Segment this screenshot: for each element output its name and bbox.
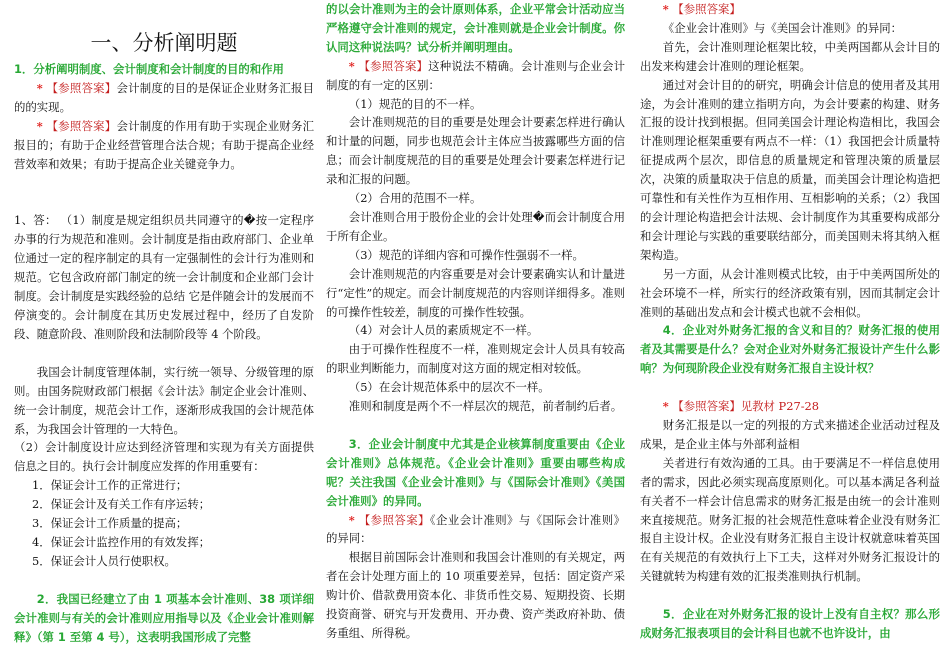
point-text: 由于可操作性程度不一样，准则规定会计人员具有较高的职业判断能力，而制度对这方面的规定相对较低。 — [326, 342, 625, 376]
paragraph: 首先，会计准则理论框架比较，中美两国都从会计目的出发来构建会计准则的理论框架。 — [640, 39, 940, 73]
star-icon: * — [662, 2, 669, 16]
point-text: 会计准则规范的内容重要是对会计要素确实认和计量进行“定性”的规定。而会计制度规范的内容则详细得多。准则的可操作性较差，制度的可操作性较强。 — [326, 266, 625, 319]
point-text: 会计准则规范的目的重要是处理会计要素怎样进行确认和计量的问题，同步也规范会计主体应当披露哪些方面的信息；而会计制度规范的目的重要是处理会计要素怎样进行记录和汇报的问题。 — [326, 115, 625, 187]
list-item: 1．保证会计工作的正常进行； — [32, 478, 188, 493]
answer-label: 【参照答案】 — [672, 2, 741, 16]
list-item: 3．保证会计工作质量的提高； — [32, 516, 188, 531]
answer-3 — [326, 511, 625, 549]
paragraph: 关者进行有效沟通的工具。由于要满足不一样信息使用者的需求，因此必须实现高度原则化。可以基本满足各利益有关者不一样会计信息需求的财务汇报是由统一的会计准则来直接规范。财务汇报的社会规范性意味着企业没有财务汇报自主设计权。企业没有财务汇报自主设计权就意味着英国在有关规范的有效执行上下工夫，这样对外财务汇报设计的关键就转为构建有效的汇报类准则执行机制。 — [640, 455, 940, 584]
difference-paragraph: 根据目前国际会计准则和我国会计准则的有关规定，两者在会计处理方面上的 10 项重要差异，包括：固定资产采购计价、借款费用资本化、非货币性交易、短期投资、长期投资商誉、研究与开发费用、开办费、资产类政府补助、债务重组、所得税。 — [326, 550, 625, 640]
paragraph: 另一方面，从会计准则模式比较，由于中美两国所处的社会环境不一样，所实行的经济政策有别，因而其制定会计准则的基础出发点和会计模式也就不会相似。 — [640, 266, 940, 319]
star-icon: * — [36, 80, 43, 95]
question-5: 5．企业在对外财务汇报的设计上没有自主权？那么形成财务汇报表项目的会计科目也就不也许设计，由 — [640, 607, 940, 641]
section-title: 一、分析阐明题 — [90, 31, 238, 55]
paragraph: 财务汇报是以一定的列报的方式来描述企业活动过程及成果，是企业主体与外部利益相 — [640, 418, 940, 451]
star-icon: * — [662, 399, 669, 414]
role-paragraph: （2）会计制度设计应达到经济管理和实现为有关方面提供信息之目的。执行会计制度应发挥的作用重要有： — [14, 440, 314, 474]
answer-label: 【参照答案】 — [46, 118, 117, 133]
answer-paragraph: 1、答： （1）制度是规定组织员共同遵守的�按一定程序办事的行为规范和准则。会计制度是指由政府部门、企业单位通过一定的程序制定的具有一定强制性的会计行为准则和规范。它包含政府部门制定的统一会计制度和企业部门会计制度。会计制度是实践经验的总结 它是伴随会计的发展而不停演变的。会计制度在其历史发展过程中，经历了自发阶段、随意阶段、准则阶段和法制阶段等 4 个阶段。 — [14, 213, 314, 341]
paragraph: 通过对会计目的的研究，明确会计信息的使用者及其用途，为会计准则的建立指明方向，为会计要素的构建、财务汇报的设计找到根据。但同美国会计理论构造相比，我国会计准则理论框架重要有两点不一样：（1）我国把会计质量特征提成两个层次，即信息的质量规定和管理决策的质量层次，决策的质量取决于信息的质量，而美国会计理论构造把可靠性和有关性作为互相作用、互相影响的关系；（2）我国的会计理论构造把会计法规、会计制度作为其重要构成部分和会计理论与实践的重要联结部分，而美国则未将其纳入框架构造。 — [640, 77, 940, 262]
answer-label: 【参照答案】 — [672, 399, 741, 414]
list-item: 5．保证会计人员行使职权。 — [32, 553, 176, 568]
answer-label: 【参照答案】 — [46, 80, 117, 95]
answer-1a — [14, 79, 314, 117]
point-heading: （1）规范的目的不一样。 — [348, 96, 482, 111]
column-left — [14, 0, 314, 672]
answer-3b — [640, 0, 940, 19]
point-text: 准则和制度是两个不一样层次的规范，前者制约后者。 — [348, 399, 623, 414]
question-2: 2．我国已经建立了由 1 项基本会计准则、38 项详细会计准则与有关的会计准则应用指导以及《企业会计准则解释》（第 1 至第 4 号），这表明我国形成了完整 — [14, 591, 314, 644]
point-heading: （5）在会计规范体系中的层次不一样。 — [348, 380, 550, 395]
answer-text: 会计制度的作用有助于实现企业财务汇报目的；有助于企业经营管理合法合规；有助于提高企业经营效率和效果；有助于提高企业关键竞争力。 — [14, 118, 314, 171]
column-middle — [326, 0, 625, 672]
answer-label: 【参照答案】 — [358, 512, 430, 527]
star-icon: * — [348, 58, 355, 73]
answer-text: 这种说法不精确。会计准则与企业会计制度的有一定的区别： — [326, 58, 625, 92]
system-paragraph: 我国会计制度管理体制，实行统一领导、分级管理的原则。由国务院财政部门根据《会计法》制定企业会计准则、统一会计制度，规范会计工作，逐渐形成我国的会计规范体系，为我国会计管理的一大特色。 — [14, 364, 314, 436]
answer-1b — [14, 117, 314, 174]
question-4: 4．企业对外财务汇报的含义和目的？财务汇报的使用者及其需要是什么？会对企业对外财务汇报设计产生什么影响？为何现阶段企业没有财务汇报自主设计权？ — [640, 323, 940, 376]
list-item: 4．保证会计监控作用的有效发挥； — [32, 534, 211, 549]
question-3: 3．企业会计制度中尤其是企业核算制度重要由《企业会计准则》总体规范。《企业会计准则》重要由哪些构成呢？关注我国《企业会计准则》与《国际会计准则》《美国会计准则》的异同。 — [326, 436, 625, 508]
point-heading: （4）对会计人员的素质规定不一样。 — [348, 323, 539, 338]
question-1: 1．分析阐明制度、会计制度和会计制度的目的和作用 — [14, 62, 284, 76]
answer-text: 《企业会计准则》与《国际会计准则》的异同： — [326, 512, 625, 546]
point-heading: （2）合用的范围不一样。 — [348, 191, 482, 206]
answer-text: 《企业会计准则》与《美国会计准则》的异同： — [662, 20, 903, 35]
point-heading: （3）规范的详细内容和可操作性强弱不一样。 — [348, 247, 584, 262]
list-item: 2．保证会计及有关工作有序运转； — [32, 497, 211, 512]
star-icon: * — [348, 512, 355, 527]
question-2-continued: 的以会计准则为主的会计原则体系，企业平常会计活动应当严格遵守会计准则的规定，会计准则就是企业会计制度。你认同这种说法吗？试分析并阐明理由。 — [326, 2, 625, 54]
column-right — [640, 0, 940, 672]
star-icon: * — [36, 118, 43, 133]
answer-2 — [326, 57, 625, 95]
answer-4 — [640, 397, 940, 416]
answer-text: 会计制度的目的是保证企业财务汇报目的的实现。 — [14, 80, 314, 114]
answer-text: 见教材 P27-28 — [740, 399, 820, 414]
point-text: 会计准则合用于股份企业的会计处理�而会计制度合用于所有企业。 — [326, 209, 625, 243]
answer-label: 【参照答案】 — [358, 58, 429, 73]
